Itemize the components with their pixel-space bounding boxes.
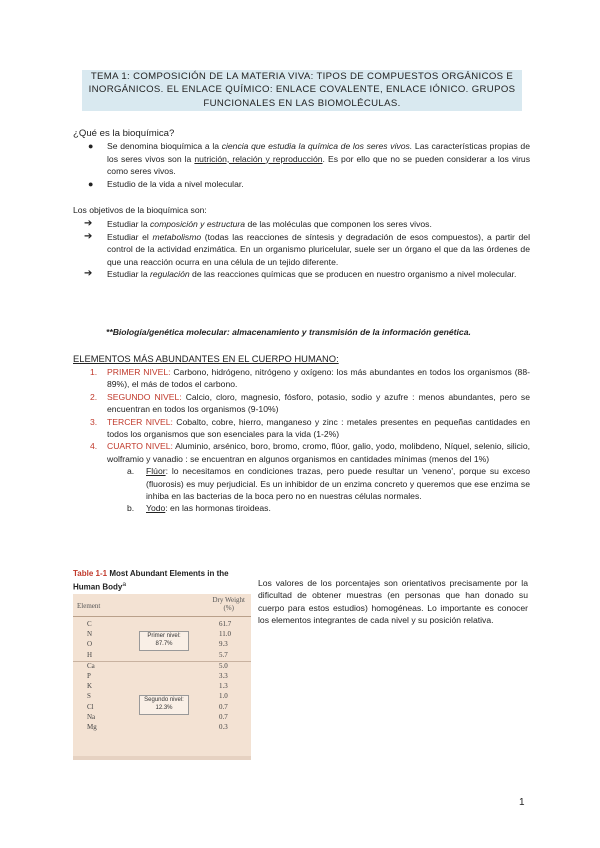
page-title (82, 70, 522, 111)
second-level-box: Segundo nivel: 12.3% (139, 695, 189, 715)
title-line: FUNCIONALES EN LAS BIOMOLÉCULAS. (203, 97, 401, 109)
table-row: Ca 5.0 (73, 661, 251, 672)
level-label: SEGUNDO NIVEL: (107, 391, 182, 402)
first-level-box: Primer nivel: 87.7% (139, 631, 189, 651)
list-item: 4. CUARTO NIVEL: Aluminio, arsénico, boro, bromo, cromo, flúor, galio, yodo, molibdeno, Níquel, selenio, silicio, wolframio y vanadio : se encuentran en algunos organismos en cantidades mínimas (menos del 1%) (90, 441, 530, 464)
table-row: O 9.3 (87, 640, 228, 649)
arrow-right-icon: ➔ (84, 230, 93, 242)
element-levels-list (84, 366, 530, 515)
list-item: a. Flúor: lo necesitamos en condiciones trazas, pero puede resultar un 'veneno', porque su exceso (fluorosis) es muy perjudicial. Es un inhibidor de un enzima concreto y queremos que ese enzima se inhiba en las bacterias de la boca pero no en nuestras células normales. (127, 466, 530, 502)
table-row: H 5.7 (87, 650, 228, 659)
list-item: 2. SEGUNDO NIVEL: Calcio, cloro, magnesio, fósforo, potasio, sodio y azufre : menos abundantes, pero se encuentran en todos los organismos (9-10%) (90, 391, 530, 415)
list-number: 3. (90, 416, 98, 427)
list-item: b. Yodo: en las hormonas tiroideas. (127, 503, 271, 514)
section-heading-elementos: ELEMENTOS MÁS ABUNDANTES EN EL CUERPO HUMANO: (73, 353, 339, 364)
title-line: TEMA 1: COMPOSICIÓN DE LA MATERIA VIVA: TIPOS DE COMPUESTOS ORGÁNICOS E (90, 71, 514, 82)
section-heading-objetivos: Los objetivos de la bioquímica son: (73, 205, 207, 215)
table-row: Na 0.7 (87, 712, 228, 721)
table-header (73, 594, 251, 617)
level-label: TERCER NIVEL: (107, 416, 173, 427)
table-row: Mg 0.3 (87, 722, 228, 731)
list-item: ➔ Estudiar la regulación de las reacciones químicas que se producen en nuestro organismo a nivel molecular. (84, 268, 517, 280)
list-item: ● Estudio de la vida a nivel molecular. (88, 178, 244, 189)
table-row: C 61.7 (87, 620, 232, 628)
table-row: N 11.0 (87, 630, 231, 639)
list-item: ➔ Estudiar la composición y estructura de las moléculas que componen los seres vivos. (84, 218, 432, 229)
level-label: PRIMER NIVEL: (107, 367, 171, 377)
table-body (73, 594, 251, 760)
arrow-right-icon: ➔ (84, 268, 93, 280)
elements-table-figure (73, 568, 251, 760)
table-row: S 1.0 (87, 692, 228, 701)
title-line: INORGÁNICOS. EL ENLACE QUÍMICO: ENLACE COVALENTE, ENLACE IÓNICO. GRUPOS (88, 84, 516, 96)
list-letter: b. (127, 503, 135, 514)
column-header-weight: Dry Weight (%) (212, 596, 245, 612)
list-number: 1. (90, 367, 98, 377)
sub-list (84, 465, 530, 515)
table-row: K 1.3 (87, 682, 228, 691)
bullet-icon: ● (88, 141, 94, 151)
arrow-right-icon: ➔ (84, 218, 93, 229)
list-number: 4. (90, 441, 98, 452)
list-item: ➔ Estudiar el metabolismo (todas las reacciones de síntesis y degradación de esos compuestos), a partir del control de la actividad enzimática. En un organismo pluricelular, suele ser un órgano el que da las órdenes de que una reacción ocurra en una célula de un tejido diferente. (84, 230, 530, 267)
page-number: 1 (519, 797, 525, 808)
table-row: Cl 0.7 (87, 702, 228, 711)
intro-bullet-list (84, 140, 530, 190)
sub-list-container (84, 465, 530, 515)
table-footer-strip (73, 756, 251, 760)
side-paragraph: Los valores de los porcentajes son orientativos precisamente por la dificultad de obtener muestras (en personas que han donado su cuerpo para estos estudios) homogéneas. Lo importante es conocer los elementos integrantes de cada nivel y su posición relativa. (258, 578, 528, 626)
list-item: 3. TERCER NIVEL: Cobalto, cobre, hierro, manganeso y zinc : metales presentes en pequeñas cantidades en todos los organismos que son esenciales para la vida (1-2%) (90, 416, 530, 440)
list-letter: a. (127, 466, 135, 477)
list-number: 2. (90, 391, 98, 402)
list-item: 1. PRIMER NIVEL: Carbono, hidrógeno, nitrógeno y oxígeno: los más abundantes en todos los organismos (88-89%), el más de todos el carbono. (90, 367, 530, 390)
list-item: ● Se denomina bioquímica a la ciencia que estudia la química de los seres vivos. Las características propias de los seres vivos son la nutrición, relación y reproducción. Es por ello que no se pueden considerar a los virus como seres vivos. (88, 141, 531, 177)
table-row: P 3.3 (87, 671, 228, 680)
bullet-icon: ● (88, 178, 94, 189)
column-header-element: Element (77, 602, 101, 610)
table-caption: Table 1-1 Most Abundant Elements in the Human Body$^a$ (73, 569, 229, 592)
molecular-biology-note: **Biología/genética molecular: almacenamiento y transmisión de la información genética. (106, 327, 471, 337)
section-heading-bioquimica: ¿Qué es la bioquímica? (73, 128, 175, 139)
level-label: CUARTO NIVEL: (107, 441, 173, 452)
objectives-list (84, 218, 530, 281)
